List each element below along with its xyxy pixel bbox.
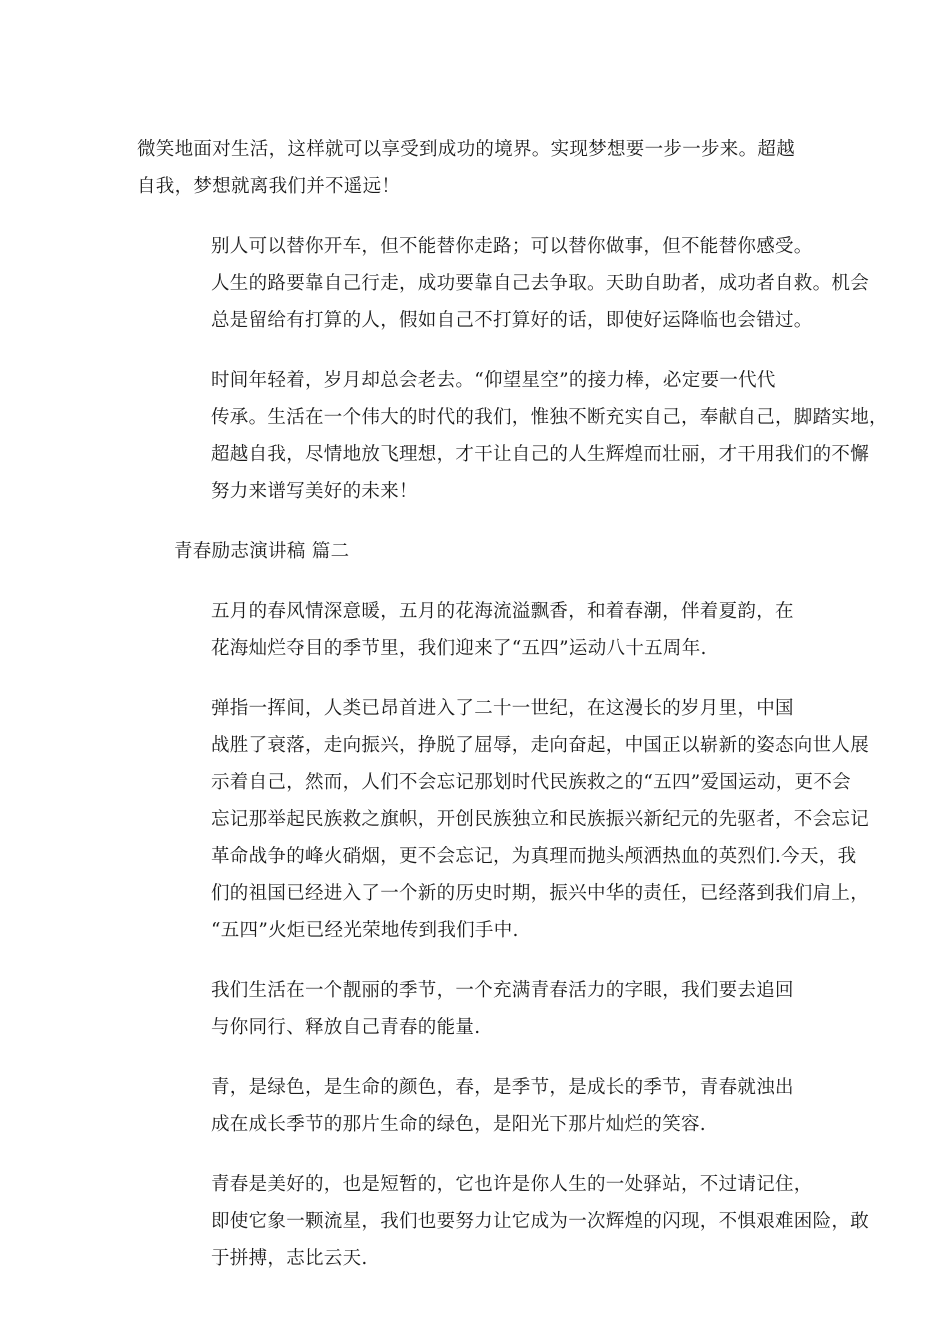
text-line: 与你同行、释放自己青春的能量.: [211, 1017, 481, 1038]
paragraph-may-fourth-history: [137, 690, 870, 949]
text-line: 花海灿烂夺目的季节里，我们迎来了“五四”运动八十五周年.: [211, 638, 707, 659]
text-line: 青春是美好的，也是短暂的，它也许是你人生的一处驿站，不过请记住，: [211, 1174, 813, 1195]
text-line: 忘记那举起民族救之旗帜，开创民族独立和民族振兴新纪元的先驱者，不会忘记: [211, 809, 870, 830]
text-line: 微笑地面对生活，这样就可以享受到成功的境界。实现梦想要一步一步来。超越: [137, 139, 796, 160]
text-line: 别人可以替你开车，但不能替你走路；可以替你做事，但不能替你感受。: [211, 236, 813, 257]
text-line: 们的祖国已经进入了一个新的历史时期，振兴中华的责任，已经落到我们肩上，: [211, 883, 870, 904]
text-line: 总是留给有打算的人，假如自己不打算好的话，即使好运降临也会错过。: [211, 310, 813, 331]
text-line: 我们生活在一个靓丽的季节，一个充满青春活力的字眼，我们要去追回: [211, 980, 794, 1001]
text-line: 弹指一挥间，人类已昂首进入了二十一世纪，在这漫长的岁月里，中国: [211, 698, 794, 719]
document-body: [137, 131, 888, 1300]
text-line: 五月的春风情深意暖，五月的花海流溢飘香，和着春潮，伴着夏韵，在: [211, 601, 794, 622]
paragraph-green-youth: [137, 1069, 807, 1143]
paragraph-time-youth: [137, 362, 888, 510]
text-line: 青，是绿色，是生命的颜色，春，是季节，是成长的季节，青春就浊出: [211, 1077, 794, 1098]
paragraph-dream-conclusion: [137, 131, 807, 205]
paragraph-beautiful-season: [137, 972, 807, 1046]
text-line: 成在成长季节的那片生命的绿色，是阳光下那片灿烂的笑容.: [211, 1114, 706, 1135]
text-line: 时间年轻着，岁月却总会老去。“仰望星空”的接力棒，必定要一代代: [211, 370, 776, 391]
text-line: 努力来谱写美好的未来！: [211, 481, 418, 502]
text-line: 战胜了衰落，走向振兴，挣脱了屈辱，走向奋起，中国正以崭新的姿态向世人展: [211, 735, 870, 756]
text-line: 超越自我，尽情地放飞理想，才干让自己的人生辉煌而壮丽，才干用我们的不懈: [211, 444, 870, 465]
text-line: 传承。生活在一个伟大的时代的我们，惟独不断充实自己，奉献自己，脚踏实地，: [211, 407, 888, 428]
section-heading: 青春励志演讲稿 篇二: [174, 541, 350, 562]
paragraph-self-reliance: [137, 228, 870, 339]
text-line: 示着自己，然而，人们不会忘记那划时代民族救之的“五四”爱国运动，更不会: [211, 772, 851, 793]
text-line: 自我，梦想就离我们并不遥远！: [137, 176, 401, 197]
text-line: 于拼搏，志比云天.: [211, 1248, 368, 1269]
text-line: 革命战争的峰火硝烟，更不会忘记，为真理而抛头颅洒热血的英烈们.今天，我: [211, 846, 857, 867]
paragraph-may-spring: [137, 593, 807, 667]
text-line: 即使它象一颗流星，我们也要努力让它成为一次辉煌的闪现，不惧艰难困险，敢: [211, 1211, 870, 1232]
text-line: 人生的路要靠自己行走，成功要靠自己去争取。天助自助者，成功者自救。机会: [211, 273, 870, 294]
text-line: “五四”火炬已经光荣地传到我们手中.: [211, 920, 519, 941]
paragraph-youth-meteor: [137, 1166, 870, 1277]
